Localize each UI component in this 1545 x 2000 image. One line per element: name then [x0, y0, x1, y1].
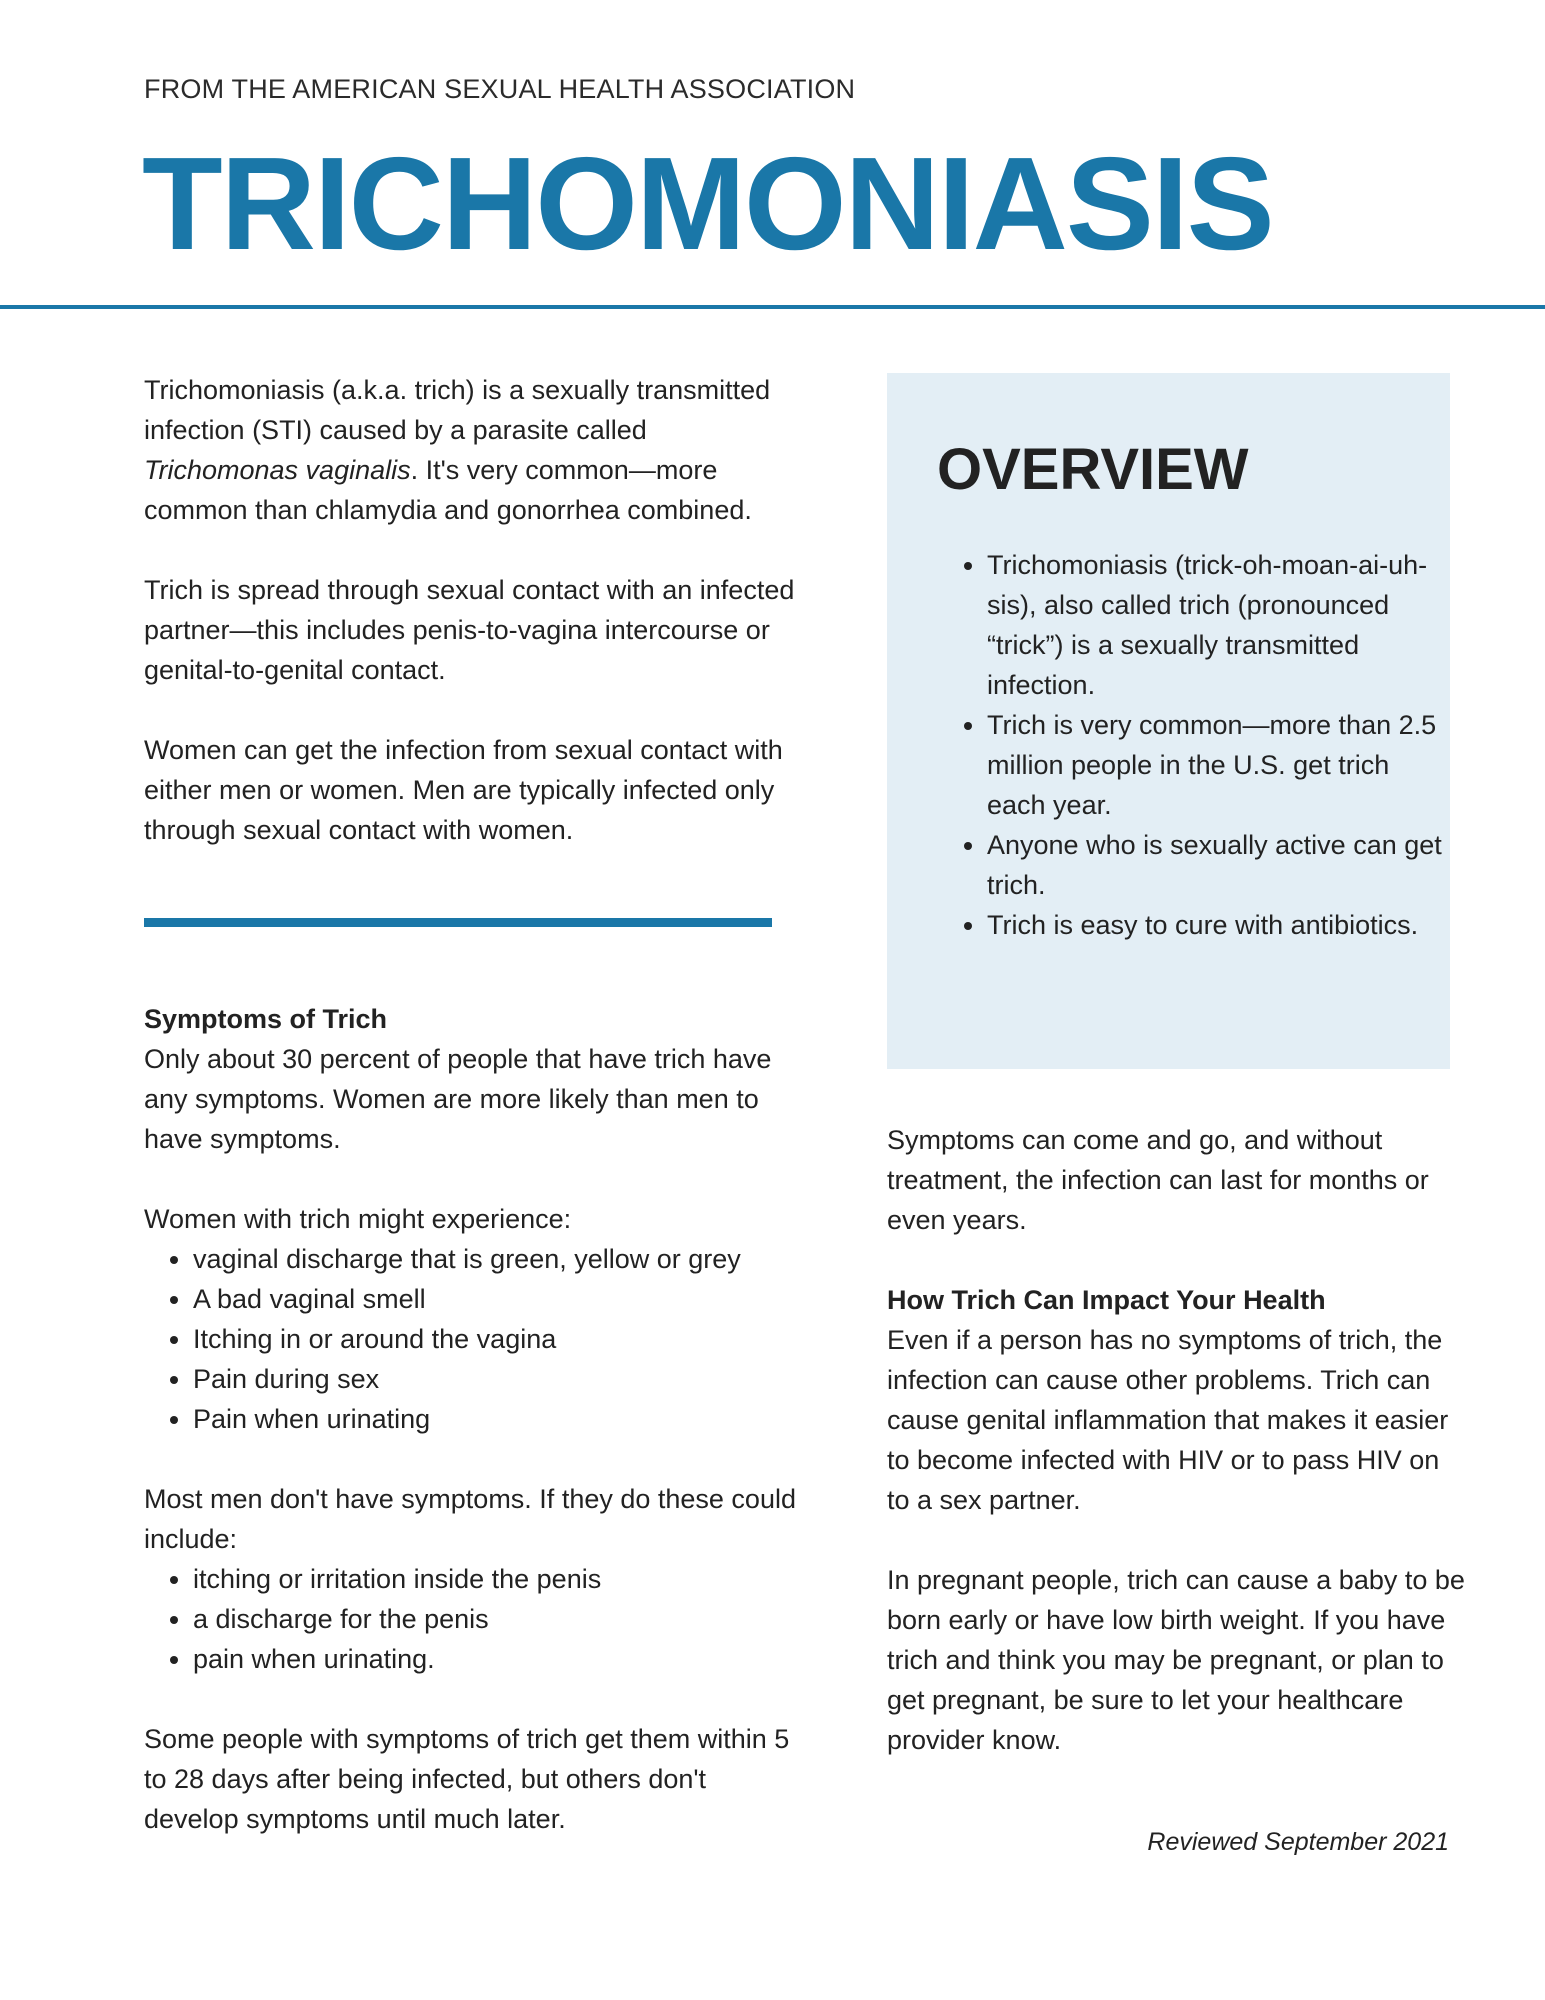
- intro-paragraph-2: Trich is spread through sexual contact with an infected partner—this includes penis-to-vagina intercourse or genital-to-genital contact.: [144, 575, 795, 685]
- list-item: • itching or irritation inside the penis: [193, 1559, 804, 1599]
- overview-heading: OVERVIEW: [937, 437, 1249, 502]
- list-item: • pain when urinating.: [193, 1639, 804, 1679]
- right-column: [887, 1120, 1467, 1760]
- women-symptoms-intro: Women with trich might experience:: [144, 1204, 572, 1234]
- header-divider: [0, 305, 1545, 309]
- men-symptoms-intro: Most men don't have symptoms. If they do these could include:: [144, 1484, 796, 1554]
- list-item: • a discharge for the penis: [193, 1599, 804, 1639]
- list-item: • A bad vaginal smell: [193, 1279, 804, 1319]
- list-item: • Itching in or around the vagina: [193, 1319, 804, 1359]
- symptoms-paragraph: Only about 30 percent of people that have trich have any symptoms. Women are more likely than men to have symptoms.: [144, 1044, 772, 1154]
- list-item: • vaginal discharge that is green, yellow or grey: [193, 1239, 804, 1279]
- men-symptoms-list: [144, 1559, 804, 1679]
- impact-paragraph-1: Even if a person has no symptoms of trich, the infection can cause other problems. Trich can cause genital inflammation that makes it easier to become infected with HIV or to pass HIV on to a sex partner.: [887, 1325, 1449, 1515]
- impact-heading: How Trich Can Impact Your Health: [887, 1285, 1326, 1315]
- list-item: • Trichomoniasis (trick-oh-moan-ai-uh-sis), also called trich (pronounced “trick”) is a sexually transmitted infection.: [987, 545, 1447, 705]
- list-item: • Pain during sex: [193, 1359, 804, 1399]
- impact-paragraph-2: In pregnant people, trich can cause a baby to be born early or have low birth weight. If you have trich and think you may be pregnant, or plan to get pregnant, be sure to let your healthcare provider know.: [887, 1565, 1465, 1755]
- source-eyebrow: FROM THE AMERICAN SEXUAL HEALTH ASSOCIATION: [144, 74, 856, 104]
- symptom-timing-paragraph: Some people with symptoms of trich get them within 5 to 28 days after being infected, but others don't develop symptoms until much later.: [144, 1724, 790, 1834]
- overview-box: [887, 373, 1450, 1069]
- reviewed-date: Reviewed September 2021: [1147, 1828, 1449, 1856]
- list-item: • Pain when urinating: [193, 1399, 804, 1439]
- symptoms-heading: Symptoms of Trich: [144, 1004, 388, 1034]
- parasite-name: Trichomonas vaginalis: [144, 455, 411, 485]
- intro-paragraph-1: Trichomoniasis (a.k.a. trich) is a sexually transmitted infection (STI) caused by a parasite called Trichomonas vaginalis. It's very common—more common than chlamydia and gonorrhea combined.: [144, 375, 771, 525]
- women-symptoms-list: [144, 1239, 804, 1439]
- list-item: • Trich is very common—more than 2.5 million people in the U.S. get trich each year.: [987, 705, 1447, 825]
- intro-paragraph-3: Women can get the infection from sexual contact with either men or women. Men are typically infected only through sexual contact with women.: [144, 735, 783, 845]
- list-item: • Trich is easy to cure with antibiotics.: [987, 905, 1447, 945]
- left-column: [144, 370, 804, 1839]
- list-item: • Anyone who is sexually active can get trich.: [987, 825, 1447, 905]
- section-divider: [144, 918, 772, 927]
- duration-paragraph: Symptoms can come and go, and without treatment, the infection can last for months or even years.: [887, 1125, 1429, 1235]
- page-title: TRICHOMONIASIS: [142, 130, 1273, 277]
- overview-list: [937, 545, 1447, 945]
